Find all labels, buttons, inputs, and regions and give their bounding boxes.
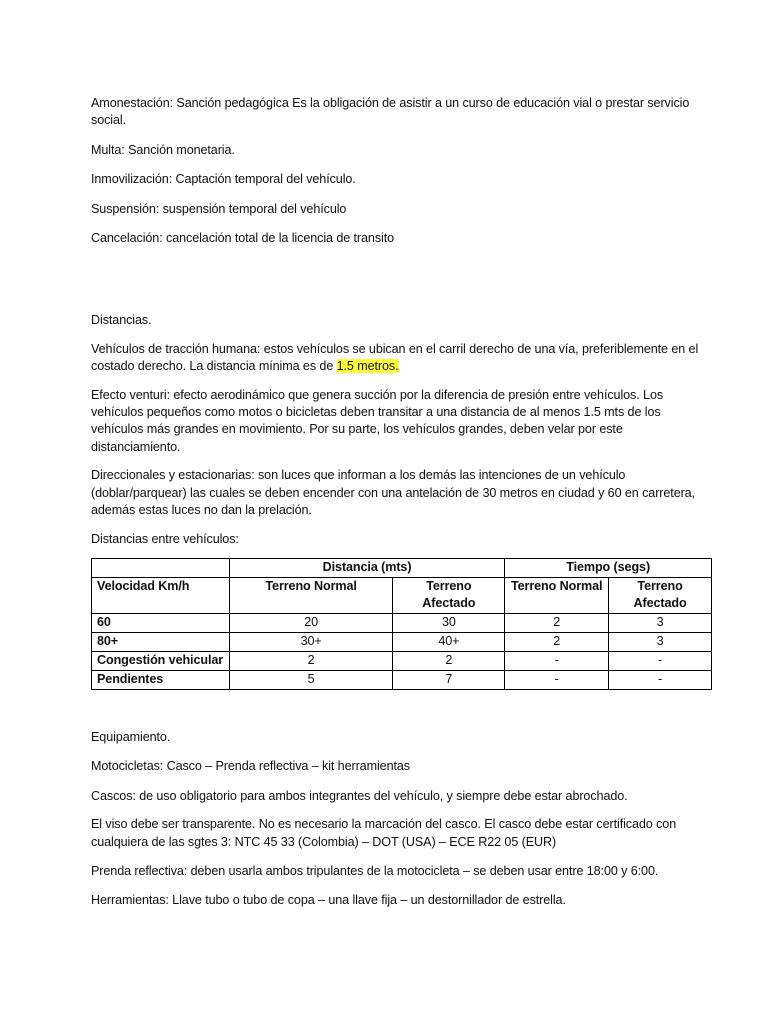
paragraph-traccion-humana: [91, 341, 711, 376]
table-header-distancia: Distancia (mts): [229, 558, 504, 577]
heading-equipamiento: Equipamiento.: [91, 729, 171, 744]
table-row: [92, 632, 712, 651]
paragraph-amonestacion: Amonestación: Sanción pedagógica Es la obligación de asistir a un curso de educación vial o prestar servicio social.: [91, 96, 690, 128]
heading-distancias: Distancias.: [91, 313, 152, 328]
table-cell: 2: [505, 632, 609, 651]
table-cell: 20: [229, 613, 393, 632]
table-cell: 5: [229, 670, 393, 689]
highlighted-distance: 1.5 metros.: [336, 359, 399, 374]
paragraph-motocicletas: Motocicletas: Casco – Prenda reflectiva – kit herramientas: [91, 759, 410, 774]
table-header-tiempo: Tiempo (segs): [505, 558, 712, 577]
paragraph-multa: Multa: Sanción monetaria.: [91, 142, 235, 157]
table-cell: -: [505, 651, 609, 670]
table-cell: -: [609, 651, 712, 670]
table-cell-label: Congestión vehicular: [92, 651, 230, 670]
traccion-text: Vehículos de tracción humana: estos vehículos se ubican en el carril derecho de una vía, preferiblemente en el costado derecho. La distancia mínima es de: [91, 341, 699, 374]
table-header-tiempo-terreno-normal: Terreno Normal: [505, 577, 609, 613]
table-cell-label: Pendientes: [92, 670, 230, 689]
table-header-dist-terreno-normal: Terreno Normal: [229, 577, 393, 613]
table-cell: 30: [393, 613, 505, 632]
table-cell: 30+: [229, 632, 393, 651]
paragraph-prenda-reflectiva: Prenda reflectiva: deben usarla ambos tripulantes de la motocicleta – se deben usar entre 18:00 y 6:00.: [91, 863, 659, 878]
paragraph-herramientas: Herramientas: Llave tubo o tubo de copa – una llave fija – un destornillador de estrella.: [91, 893, 566, 908]
table-cell-label: 60: [92, 613, 230, 632]
table-header-tiempo-terreno-afectado: Terreno Afectado: [609, 577, 712, 613]
paragraph-suspension: Suspensión: suspensión temporal del vehículo: [91, 201, 347, 216]
table-header-velocidad: Velocidad Km/h: [92, 577, 230, 613]
table-row: [92, 670, 712, 689]
table-cell: -: [505, 670, 609, 689]
table-cell: 40+: [393, 632, 505, 651]
table-cell: 3: [609, 613, 712, 632]
table-header-empty-cell: [92, 558, 230, 577]
table-cell-label: 80+: [92, 632, 230, 651]
document-page: [91, 95, 711, 910]
table-header-dist-terreno-afectado: Terreno Afectado: [393, 577, 505, 613]
paragraph-distancias-entre-vehiculos: Distancias entre vehículos:: [91, 531, 239, 546]
table-cell: 2: [229, 651, 393, 670]
table-cell: 2: [393, 651, 505, 670]
table-cell: 2: [505, 613, 609, 632]
table-cell: 7: [393, 670, 505, 689]
paragraph-efecto-venturi: Efecto venturi: efecto aerodinámico que genera succión por la diferencia de presión entre vehículos. Los vehículos pequeños como motos o bicicletas deben transitar a una distancia de al menos 1.5 mts de los vehículos más grandes en movimiento. Por su parte, los vehículos grandes, deben velar por este distanciamiento.: [91, 387, 664, 454]
paragraph-viso: El viso debe ser transparente. No es necesario la marcación del casco. El casco debe estar certificado con cualquiera de las sgtes 3: NTC 45 33 (Colombia) – DOT (USA) – ECE R22 05 (EUR): [91, 817, 677, 849]
table-row: [92, 651, 712, 670]
paragraph-cancelacion: Cancelación: cancelación total de la licencia de transito: [91, 231, 395, 246]
table-cell: 3: [609, 632, 712, 651]
table-cell: -: [609, 670, 712, 689]
table-header-group-row: [92, 558, 712, 577]
table-row: [92, 613, 712, 632]
paragraph-inmovilizacion: Inmovilización: Captación temporal del vehículo.: [91, 172, 356, 187]
paragraph-direccionales: Direccionales y estacionarias: son luces que informan a los demás las intenciones de un vehículo (doblar/parquear) las cuales se deben encender con una antelación de 30 metros en ciudad y 60 en carretera, además estas luces no dan la prelación.: [91, 468, 695, 518]
distance-table: [91, 558, 712, 690]
paragraph-cascos: Cascos: de uso obligatorio para ambos integrantes del vehículo, y siempre debe estar abrochado.: [91, 788, 628, 803]
table-header-row: [92, 577, 712, 613]
